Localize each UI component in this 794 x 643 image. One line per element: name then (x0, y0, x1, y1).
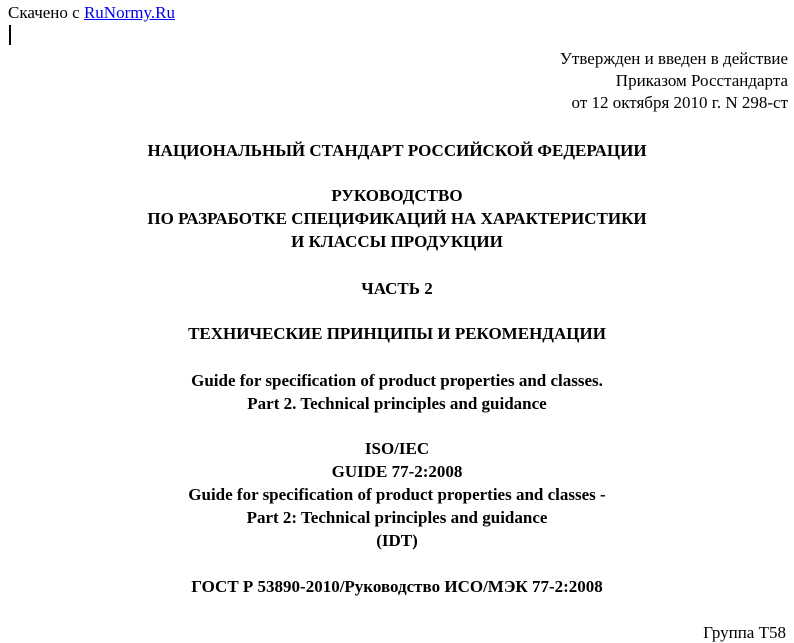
iso-line-2: GUIDE 77-2:2008 (331, 462, 463, 481)
title-line-1: РУКОВОДСТВО (331, 186, 463, 205)
english-title-block (0, 369, 794, 415)
approval-block (560, 48, 788, 114)
part-title-heading (0, 322, 794, 345)
title-line-3: И КЛАССЫ ПРОДУКЦИИ (291, 232, 503, 251)
source-line (8, 3, 175, 23)
part-label: ЧАСТЬ 2 (361, 279, 433, 298)
english-title-line-1: Guide for specification of product properties and classes. (191, 371, 603, 390)
iso-line-5: (IDT) (376, 531, 418, 550)
text-cursor (9, 25, 11, 45)
iso-line-4: Part 2: Technical principles and guidance (246, 508, 548, 527)
approval-line-1: Утвержден и введен в действие (559, 49, 788, 68)
iso-line-1: ISO/IEC (364, 439, 430, 458)
standard-type-heading (0, 139, 794, 162)
source-link[interactable]: RuNormy.Ru (83, 3, 175, 22)
source-prefix: Скачено с (8, 3, 84, 22)
group-label: Группа Т58 (703, 623, 786, 642)
gost-heading (0, 575, 794, 598)
part-heading (0, 277, 794, 300)
gost-designation: ГОСТ Р 53890-2010/Руководство ИСО/МЭК 77-2:2008 (191, 577, 603, 596)
approval-line-3: от 12 октября 2010 г. N 298-ст (571, 93, 788, 112)
iso-block (0, 437, 794, 552)
part-title: ТЕХНИЧЕСКИЕ ПРИНЦИПЫ И РЕКОМЕНДАЦИИ (188, 324, 606, 343)
title-line-2: ПО РАЗРАБОТКЕ СПЕЦИФИКАЦИЙ НА ХАРАКТЕРИСТИКИ (147, 209, 647, 228)
english-title-line-2: Part 2. Technical principles and guidance (247, 394, 547, 413)
approval-line-2: Приказом Росстандарта (615, 71, 788, 90)
title-block (0, 184, 794, 253)
standard-type: НАЦИОНАЛЬНЫЙ СТАНДАРТ РОССИЙСКОЙ ФЕДЕРАЦИИ (147, 141, 647, 160)
iso-line-3: Guide for specification of product properties and classes - (188, 485, 606, 504)
